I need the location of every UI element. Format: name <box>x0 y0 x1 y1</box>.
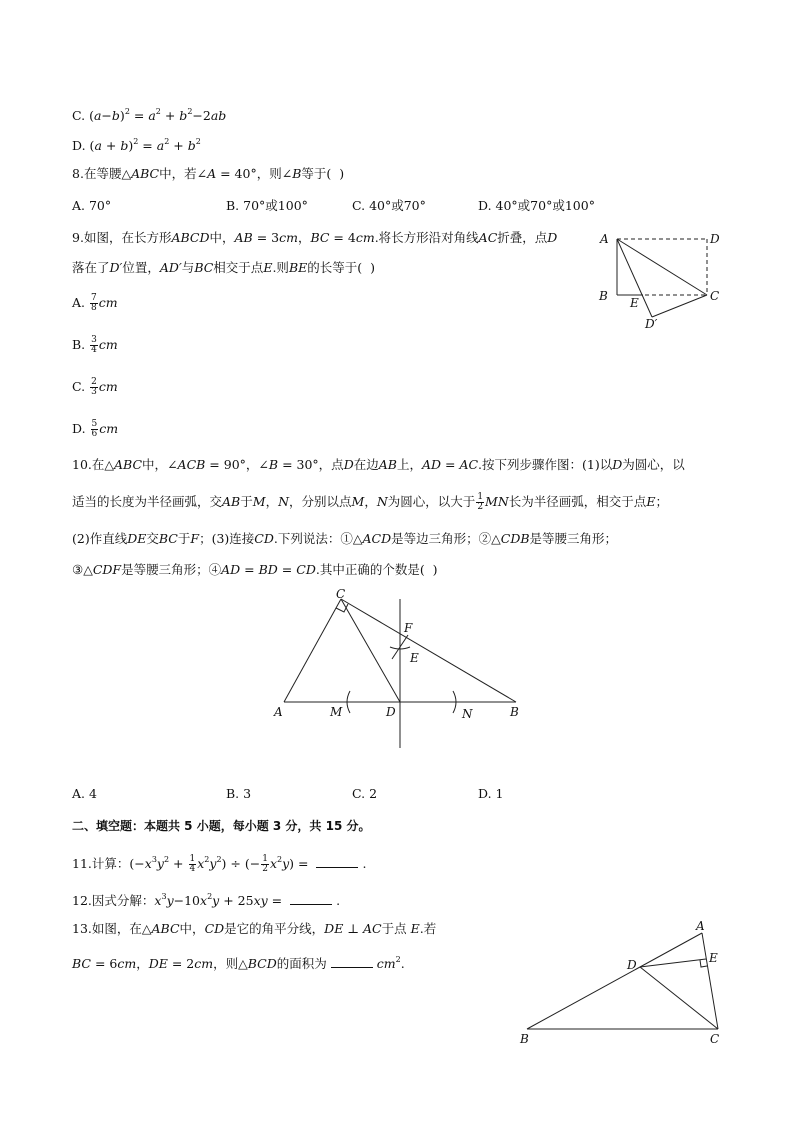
q9-stem-line1: 9.如图，在长方形ABCD中，AB = 3cm，BC = 4cm.将长方形沿对角线AC折叠，点D <box>72 230 558 245</box>
text: 与 <box>181 260 195 275</box>
text: . <box>400 956 405 971</box>
text: 是等边三角形；② <box>391 531 492 546</box>
option-label: B. <box>72 337 86 352</box>
text: ，分别以点 <box>289 494 352 509</box>
q13-figure <box>515 915 730 1050</box>
label-D: D <box>710 232 720 246</box>
text: ，点 <box>318 457 344 472</box>
text: 于 <box>240 494 253 509</box>
text: . <box>336 893 341 908</box>
segment-CD <box>341 599 400 702</box>
question-number: 12. <box>72 893 92 908</box>
q9-option-a <box>72 294 118 313</box>
segment-D-prime-C <box>652 295 707 317</box>
segment-AC <box>284 599 341 702</box>
label-A: A <box>600 232 609 246</box>
diagonal-AC <box>617 239 707 295</box>
label-E: E <box>709 951 718 965</box>
text: 长为半径画弧，相交于点 <box>508 494 647 509</box>
q10-option-c: C. 2 <box>352 786 378 801</box>
formula: $(a-b)^2 = a^2 + b^2-2ab$ <box>89 107 227 123</box>
label-B: B <box>599 289 608 303</box>
text: ，则 <box>256 166 282 181</box>
text: 因式分解： <box>91 893 155 908</box>
unit: cm <box>98 295 118 310</box>
text: 在边 <box>353 457 379 472</box>
fraction: $\frac{3}{4}$ <box>91 335 97 355</box>
text: ； <box>655 494 668 509</box>
text: 落在了 <box>72 260 110 275</box>
q8-stem: 8.在等腰△ABC中，若∠A = 40°，则∠B等于( ) <box>72 166 345 181</box>
label-D: D <box>627 958 637 972</box>
label-M: M <box>330 705 343 719</box>
fraction: $\frac{5}{6}$ <box>91 419 98 439</box>
text: 折叠，点 <box>497 230 548 245</box>
label-A: A <box>274 705 283 719</box>
label-E: E <box>410 651 419 665</box>
fraction-half: $\frac{1}{2}$ <box>477 492 484 512</box>
segment-DE <box>640 959 706 967</box>
q9-option-b <box>72 336 118 355</box>
label-D-prime: D′ <box>645 317 658 331</box>
q9-stem-line2: 落在了D′位置，AD′与BC相交于点E.则BE的长等于( ) <box>72 260 375 275</box>
text: 如图，在 <box>91 921 142 936</box>
q10-stem-line1: 10.在△ABC中，∠ACB = 90°，∠B = 30°，点D在边AB上，AD = AC.按下列步骤作图：(1)以D为圆心，以 <box>72 457 685 472</box>
q9-option-c <box>72 378 118 397</box>
option-label: C. <box>72 108 86 123</box>
question-number: 11. <box>72 856 92 871</box>
text: 如图，在长方形 <box>83 230 172 245</box>
text: 上， <box>396 457 422 472</box>
text: 其中正确的个数是( ) <box>319 562 438 577</box>
q7-option-d <box>72 133 201 155</box>
text: 是它的角平分线， <box>224 921 325 936</box>
option-label: A. <box>72 295 86 310</box>
label-B: B <box>510 705 519 719</box>
unit: cm <box>99 421 119 436</box>
text: 相交于点 <box>213 260 264 275</box>
q10-stem-line4: ③△CDF是等腰三角形；④AD = BD = CD.其中正确的个数是( ) <box>72 562 438 577</box>
text: ， <box>245 457 259 472</box>
q13-stem-line1: 13.如图，在△ABC中，CD是它的角平分线，DE ⊥ AC于点 E.若 <box>72 921 437 936</box>
segment-AC <box>702 933 718 1029</box>
label-A: A <box>696 919 705 933</box>
text: 在等腰 <box>83 166 122 181</box>
text: ， <box>297 230 311 245</box>
option-label: D. <box>72 138 86 153</box>
label-E: E <box>630 296 639 310</box>
label-F: F <box>404 621 413 635</box>
text: .下列说法：① <box>273 531 353 546</box>
q10-stem-line2: 适当的长度为半径画弧，交AB于M，N，分别以点M，N为圆心，以大于 $\frac{1}{2}$ MN长为半径画弧，相交于点E； <box>72 492 668 512</box>
text: ， <box>265 494 279 509</box>
text: 为圆心，以 <box>622 457 685 472</box>
text: 为圆心，以大于 <box>387 494 476 509</box>
text: 于点 <box>381 921 411 936</box>
q10-option-a: A. 4 <box>72 786 97 801</box>
q12-stem <box>72 888 340 910</box>
label-B: B <box>520 1032 529 1046</box>
text: 若 <box>423 921 437 936</box>
text: 中，若 <box>159 166 197 181</box>
q9-figure <box>590 225 730 340</box>
label-D: D <box>386 705 396 719</box>
q8-option-c: C. 40°或70° <box>352 198 426 213</box>
text: 的长等于( ) <box>307 260 375 275</box>
answer-blank[interactable] <box>290 892 332 905</box>
question-number: 8. <box>72 166 84 181</box>
text: 位置， <box>122 260 160 275</box>
text: 交 <box>146 531 159 546</box>
q10-stem-line3: (2)作直线DE交BC于F；(3)连接CD.下列说法：①△ACD是等边三角形；②△CDB是等腰三角形； <box>72 531 618 546</box>
text: 在 <box>91 457 105 472</box>
label-C: C <box>336 587 346 601</box>
q11-stem <box>72 851 366 874</box>
right-angle-mark <box>700 960 707 967</box>
text: ③ <box>72 562 84 577</box>
q8-option-b: B. 70°或100° <box>226 198 308 213</box>
segment-CD <box>640 967 718 1029</box>
text: 中， <box>179 921 205 936</box>
text: 计算： <box>91 856 130 871</box>
question-number: 10. <box>72 457 92 472</box>
text: 中， <box>209 230 235 245</box>
q8-option-d: D. 40°或70°或100° <box>478 198 595 213</box>
option-label: C. <box>72 379 86 394</box>
formula: ($-x^3y^2$ + $\frac{1}{4}$ $x^2y^2$) ÷ (− $\frac{1}{2}$ $x^2y$) = <box>129 854 313 874</box>
text: ，则 <box>213 956 239 971</box>
text: 则 <box>276 260 289 275</box>
answer-blank[interactable] <box>331 955 373 968</box>
text: (2)作直线 <box>72 531 128 546</box>
q10-option-b: B. 3 <box>226 786 252 801</box>
q13-stem-line2: BC = 6cm，DE = 2cm，则△BCD的面积为 $cm^2$. <box>72 955 405 971</box>
text: 等于( ) <box>301 166 345 181</box>
text: . <box>362 856 367 871</box>
option-label: D. <box>72 421 86 436</box>
label-C: C <box>710 1032 720 1046</box>
fraction: $\frac{2}{3}$ <box>91 377 97 397</box>
q8-option-a: A. 70° <box>72 198 112 213</box>
text: .按下列步骤作图：(1)以 <box>478 457 613 472</box>
text: ；(3)连接 <box>199 531 255 546</box>
label-C: C <box>710 289 720 303</box>
question-number: 13. <box>72 921 92 936</box>
formula: $(a + b)^2 = a^2 + b^2$ <box>89 137 201 153</box>
unit: cm <box>98 337 118 352</box>
text: 中， <box>142 457 168 472</box>
unit: cm <box>98 379 118 394</box>
text: 是等腰三角形；④ <box>121 562 222 577</box>
answer-blank[interactable] <box>316 855 358 868</box>
q7-option-c <box>72 103 226 125</box>
text: ， <box>364 494 377 509</box>
q10-figure <box>270 585 530 755</box>
section-title: 二、填空题：本题共 5 小题，每小题 3 分，共 15 分。 <box>72 819 371 833</box>
segment-BA <box>527 933 702 1029</box>
formula: $x^3y-10x^2y + 25xy$ = <box>154 892 287 908</box>
text: 的面积为 <box>276 956 327 971</box>
text: .将长方形沿对角线 <box>374 230 479 245</box>
fraction: $\frac{7}{8}$ <box>91 293 97 313</box>
text: 于 <box>177 531 191 546</box>
label-N: N <box>462 707 473 721</box>
text: 是等腰三角形； <box>529 531 618 546</box>
q9-option-d <box>72 420 118 439</box>
question-number: 9. <box>72 230 84 245</box>
segment-CB <box>341 599 516 702</box>
q10-option-d: D. 1 <box>478 786 504 801</box>
text: 适当的长度为半径画弧，交 <box>72 494 223 509</box>
